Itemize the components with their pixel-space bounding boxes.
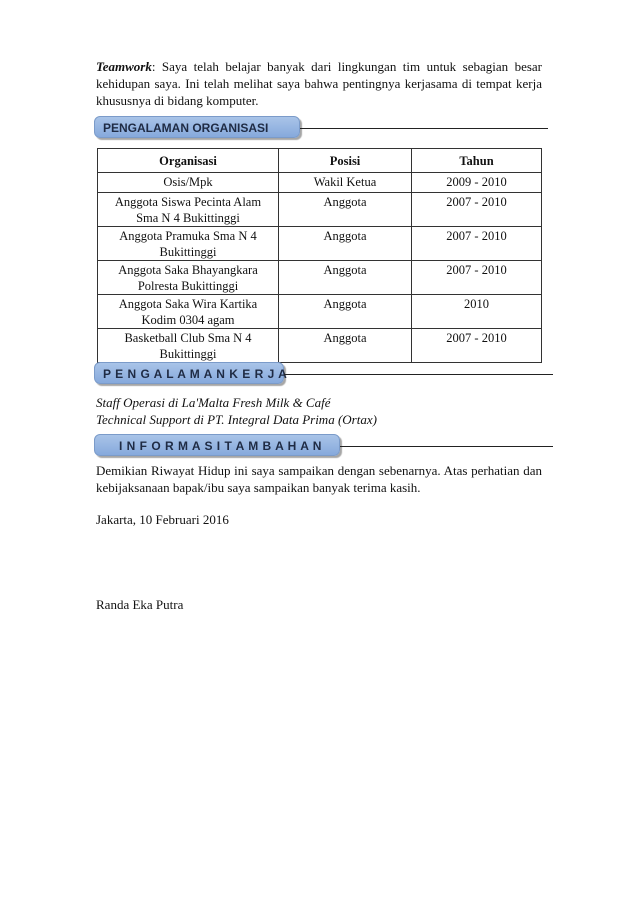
table-row: [98, 227, 542, 261]
section-tambahan-title: I N F O R M A S I T A M B A H A N: [94, 434, 340, 456]
section-divider: [300, 128, 548, 129]
table-row: [98, 295, 542, 329]
cell-posisi: Anggota: [279, 261, 412, 295]
section-organisasi-title: PENGALAMAN ORGANISASI: [94, 116, 300, 138]
teamwork-text: : Saya telah belajar banyak dari lingkungan tim untuk sebagian besar kehidupan saya. Ini telah melihat saya bahwa pentingnya kerjasama di tempat kerja khususnya di bidang komputer.: [96, 59, 542, 108]
section-kerja-title: P E N G A L A M A N K E R J A: [94, 362, 284, 384]
cell-posisi: Anggota: [279, 227, 412, 261]
column-header-tahun: Tahun: [412, 149, 542, 173]
cell-tahun: 2007 - 2010: [412, 329, 542, 363]
cell-organisasi: Anggota Saka Wira Kartika Kodim 0304 agam: [98, 295, 279, 329]
cell-posisi: Anggota: [279, 193, 412, 227]
teamwork-lead: Teamwork: [96, 59, 152, 74]
place-date: Jakarta, 10 Februari 2016: [96, 512, 229, 527]
column-header-posisi: Posisi: [279, 149, 412, 173]
cell-tahun: 2010: [412, 295, 542, 329]
signature-name: Randa Eka Putra: [96, 597, 184, 612]
cell-tahun: 2009 - 2010: [412, 173, 542, 193]
section-tambahan-header: [94, 434, 553, 456]
teamwork-paragraph: [96, 58, 542, 109]
cell-posisi: Wakil Ketua: [279, 173, 412, 193]
cell-tahun: 2007 - 2010: [412, 227, 542, 261]
table-row: [98, 261, 542, 295]
table-row: [98, 173, 542, 193]
section-organisasi-header: [94, 116, 548, 138]
column-header-organisasi: Organisasi: [98, 149, 279, 173]
work-item: Staff Operasi di La'Malta Fresh Milk & Café: [96, 395, 331, 410]
table-row: [98, 329, 542, 363]
cell-organisasi: Anggota Pramuka Sma N 4 Bukittinggi: [98, 227, 279, 261]
section-divider: [284, 374, 553, 375]
organisasi-table: [97, 148, 542, 363]
cell-organisasi: Osis/Mpk: [98, 173, 279, 193]
cell-posisi: Anggota: [279, 329, 412, 363]
section-divider: [340, 446, 553, 447]
cell-tahun: 2007 - 2010: [412, 193, 542, 227]
cell-organisasi: Basketball Club Sma N 4 Bukittinggi: [98, 329, 279, 363]
closing-paragraph: Demikian Riwayat Hidup ini saya sampaikan dengan sebenarnya. Atas perhatian dan kebijaksanaan bapak/ibu saya sampaikan banyak terima kasih.: [96, 463, 542, 495]
table-header-row: [98, 149, 542, 173]
cell-organisasi: Anggota Siswa Pecinta Alam Sma N 4 Bukittinggi: [98, 193, 279, 227]
cell-tahun: 2007 - 2010: [412, 261, 542, 295]
work-item: Technical Support di PT. Integral Data Prima (Ortax): [96, 412, 377, 427]
cell-posisi: Anggota: [279, 295, 412, 329]
cell-organisasi: Anggota Saka Bhayangkara Polresta Bukittinggi: [98, 261, 279, 295]
table-row: [98, 193, 542, 227]
section-kerja-header: [94, 362, 553, 384]
